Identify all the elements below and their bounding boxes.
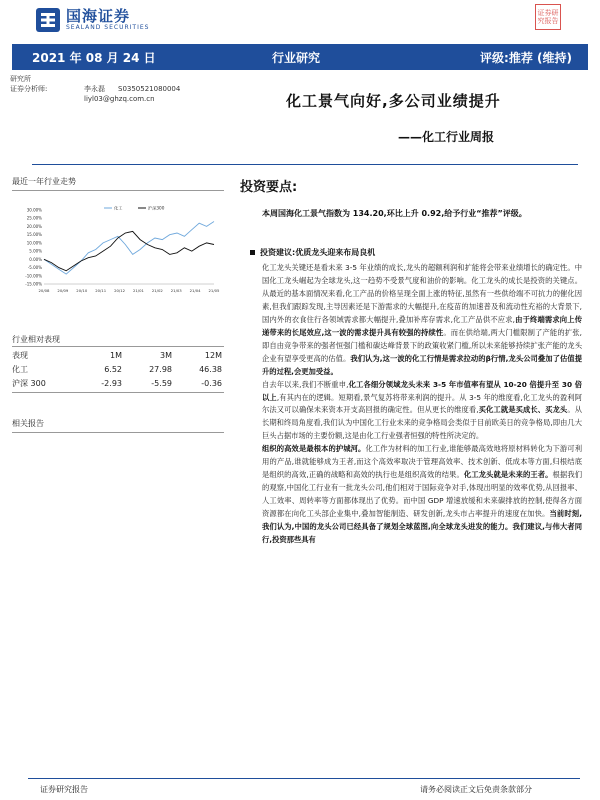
y-tick-label: 5.00% — [29, 248, 42, 254]
p2-bold: 买化工就是买成长、买龙头 — [478, 405, 568, 415]
bullet-square-icon — [250, 250, 255, 255]
x-tick-label: 20/11 — [95, 288, 107, 293]
paragraph-2 — [262, 379, 582, 444]
y-tick-label: 10.00% — [26, 240, 42, 246]
p2-text: ,有其内在的逻辑。短期看,景气复苏将带来利润的提升。从 3-5 年的维度看,化工龙头的盈利阿尔法又可以确保未来资本开支高回报的确定性。但从更长的维度看, — [262, 392, 583, 415]
logo-en-text: SEALAND SECURITIES — [66, 24, 150, 31]
y-tick-label: 20.00% — [26, 223, 42, 229]
perf-divider — [12, 346, 224, 347]
author-dept: 研究所 — [10, 75, 31, 83]
page-header — [0, 0, 600, 44]
report-subtitle: ——化工行业周报 — [398, 130, 495, 144]
sealand-logo-icon — [36, 8, 60, 32]
p3-text: 化工作为材料的加工行业,谁能够最高效地将原材料转化为下游可利用的产品,谁就能够成为王者,而这个高效率取决于管理高效率、技术创新、低成本等方面,归根结底是组织的高效,正确的战略和高效的执行也是组织高效的结果。 — [262, 444, 582, 480]
perf-header-cell: 12M — [204, 350, 222, 360]
p3-bold: 组织的高效是最根本的护城河。 — [262, 444, 366, 454]
p3-text: 根据我们的观察,中国化工行业有一批龙头公司,他们相对于国际竞争对手,体现出明显的效率优势,从回报率、人工效率、周转率等方面都体现出了优势。而中国 GDP 增速放缓和未来碳排放的控制,使得各方面资源都在向化工头部企业集中,叠加智能制造、研发创新,龙头市占率提升的速度在加快。 — [262, 470, 583, 519]
p3-bold: 化工龙头就是未来的王者。 — [463, 470, 553, 480]
perf-cell: -2.93 — [101, 378, 122, 388]
report-date: 2021 年 08 月 24 日 — [32, 50, 156, 65]
footer-disclaimer: 请务必阅读正文后免责条款部分 — [420, 785, 532, 794]
company-logo — [36, 8, 149, 32]
p3-bold: 当前时刻,我们认为,中国的龙头公司已经具备了规划全球蓝图,向全球龙头进发的能力。我们建议,与伟大者同行,投资那些具有 — [262, 509, 582, 545]
perf-cell: 46.38 — [199, 364, 222, 374]
legend-label: 化工 — [114, 205, 123, 211]
related-divider — [12, 432, 224, 433]
x-tick-label: 20/08 — [38, 288, 50, 293]
trend-label: 最近一年行业走势 — [12, 177, 76, 186]
y-tick-label: -10.00% — [25, 273, 42, 279]
trend-chart — [14, 200, 226, 300]
p1-bold: 我们认为,这一波的化工行情是需求拉动的β行情,龙头公司叠加了估值提升的过程,会更加受益。 — [262, 353, 583, 376]
x-tick-label: 20/12 — [114, 288, 126, 293]
perf-header-cell: 3M — [160, 350, 172, 360]
table-row — [12, 362, 224, 376]
y-tick-label: 15.00% — [26, 232, 42, 238]
perf-label: 行业相对表现 — [12, 335, 60, 344]
p2-text: 。从长期和终局角度看,我们认为中国化工行业未来的竞争格局会类似于目前欧美日的竞争格局,即由几大巨头占据市场的主要份额,这是由化工行业强者恒强的特性所决定的。 — [262, 405, 582, 441]
perf-cell: 沪深 300 — [12, 378, 46, 388]
footer-left-text: 证券研究报告 — [40, 785, 88, 794]
perf-cell: 化工 — [12, 364, 28, 374]
p2-bold: 化工各细分领域龙头未来 3-5 年市值率有望从 10-20 倍提升至 30 倍以上 — [262, 379, 582, 402]
perf-cell: -5.59 — [151, 378, 172, 388]
perf-cell: 27.98 — [149, 364, 172, 374]
author-label: 证券分析师: — [10, 85, 48, 93]
perf-table — [12, 348, 224, 390]
x-tick-label: 20/09 — [57, 288, 69, 293]
y-tick-label: -15.00% — [25, 281, 42, 287]
series-line-csi300 — [44, 231, 214, 270]
bullet-heading-text: 投资建议:优质龙头迎来布局良机 — [260, 248, 376, 257]
report-category: 行业研究 — [272, 50, 321, 65]
legend-label: 沪深300 — [148, 205, 165, 211]
trend-divider — [12, 190, 224, 191]
report-title: 化工景气向好,多公司业绩提升 — [286, 92, 501, 110]
report-rating: 评级:推荐 (维持) — [480, 50, 572, 65]
y-tick-label: 30.00% — [26, 207, 42, 213]
main-heading: 投资要点: — [240, 180, 298, 195]
y-tick-label: -5.00% — [27, 265, 42, 271]
y-tick-label: 0.00% — [29, 256, 42, 262]
p1-text: 。而在供给端,两大门槛限制了产能的扩张,即自由竞争带来的强者恒强门槛和碳达峰背景下的政策收紧门槛,所以未来能够持续扩张产能的龙头企业有望享受更高的估值。 — [262, 327, 582, 363]
report-banner — [12, 44, 588, 70]
perf-table-header — [12, 348, 224, 362]
x-tick-label: 21/03 — [170, 288, 182, 293]
y-tick-label: 25.00% — [26, 215, 42, 221]
perf-header-cell: 表现 — [12, 350, 28, 360]
author-email[interactable]: liyl03@ghzq.com.cn — [84, 95, 155, 103]
trend-chart-svg — [14, 200, 226, 300]
x-tick-label: 21/01 — [132, 288, 144, 293]
summary-text: 本周国海化工景气指数为 134.20,环比上升 0.92,给予行业“推荐”评级。 — [262, 209, 527, 218]
author-cert: S0350521080004 — [118, 85, 181, 93]
main-body — [262, 262, 582, 547]
bullet-heading — [250, 247, 375, 258]
x-tick-label: 20/10 — [76, 288, 88, 293]
perf-bottom-divider — [12, 392, 224, 393]
report-seal: 证券研究报告 — [535, 4, 561, 30]
footer-divider — [28, 778, 580, 779]
x-tick-label: 21/04 — [189, 288, 201, 293]
title-divider — [32, 164, 578, 165]
author-name: 李永磊 — [84, 85, 105, 93]
p1-bold: 由于终端需求向上传递带来的长尾效应,这一波的需求提升具有较强的持续性 — [262, 314, 582, 337]
p1-text: 化工龙头关键还是看未来 3-5 年业绩的成长,龙头的超额利润和扩能将会带来业绩增长的确定性。中国化工龙头崛起为全球龙头,这一趋势不受景气度和油价的影响。化工龙头的成长是投资的关键点。从最近的基本面情况来看,化工产品的价格呈现全面上涨的特征,虽然有一些供给端不可抗力的催化因素,但我们跟踪发现,主导因素还是下游需求的大幅提升,在疫苗的加速普及和流动性充裕的大背景下,国内外的衣食住行各领域需求都大幅提升,叠加补库存需求,化工产品供不应求, — [262, 263, 582, 324]
p2-text: 自去年以来,我们不断重申, — [262, 379, 349, 389]
related-label: 相关报告 — [12, 419, 44, 428]
table-row — [12, 376, 224, 390]
perf-cell: 6.52 — [104, 364, 122, 374]
paragraph-1 — [262, 262, 582, 379]
perf-header-cell: 1M — [110, 350, 122, 360]
paragraph-3 — [262, 443, 582, 547]
series-line-chemical — [44, 222, 214, 275]
perf-cell: -0.36 — [201, 378, 222, 388]
logo-cn-text: 国海证券 — [66, 7, 131, 25]
x-tick-label: 21/05 — [208, 288, 220, 293]
x-tick-label: 21/02 — [151, 288, 163, 293]
author-block — [10, 74, 260, 104]
